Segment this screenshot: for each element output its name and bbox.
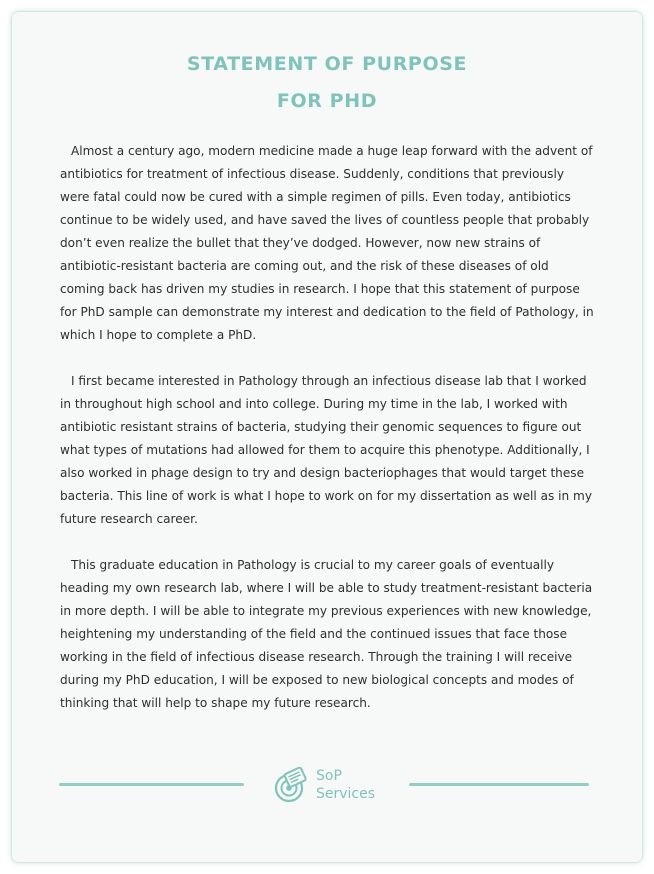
paragraph-1: Almost a century ago, modern medicine made a huge leap forward with the advent of antibiotics for treatment of infectious disease. Suddenly, conditions that previously were fatal could now be cured with a simple regimen of pills. Even today, antibiotics continue to be widely used, and have saved the lives of countless people that probably don’t even realize the bullet that they’ve dodged. However, now new strains of antibiotic-resistant bacteria are coming out, and the risk of these diseases of old coming back has driven my studies in research. I hope that this statement of purpose for PhD sample can demonstrate my interest and dedication to the field of Pathology, in which I hope to complete a PhD. <box>60 144 594 342</box>
footer-divider-right <box>409 783 589 786</box>
document-page <box>12 12 642 862</box>
sop-services-logo-icon <box>274 767 310 803</box>
sop-services-logo <box>274 765 384 807</box>
paragraph-3: This graduate education in Pathology is crucial to my career goals of eventually heading my own research lab, where I will be able to study treatment-resistant bacteria in more depth. I will be able to integrate my previous experiences with new knowledge, heightening my understanding of the field and the continued issues that face those working in the field of infectious disease research. Through the training I will receive during my PhD education, I will be exposed to new biological concepts and modes of thinking that will help to shape my future research. <box>60 558 593 710</box>
logo-text-line-2: Services <box>316 786 376 802</box>
document-title-line-2: FOR PHD <box>276 90 378 112</box>
footer-divider-left <box>59 783 244 786</box>
paragraph-2: I first became interested in Pathology through an infectious disease lab that I worked in throughout high school and into college. During my time in the lab, I worked with antibiotic resistant strains of bacteria, studying their genomic sequences to figure out what types of mutations had allowed for them to acquire this phenotype. Additionally, I also worked in phage design to try and design bacteriophages that would target these bacteria. This line of work is what I hope to work on for my dissertation as well as in my future research career. <box>60 374 592 526</box>
logo-text <box>316 767 375 803</box>
document-title-line-1: STATEMENT OF PURPOSE <box>186 53 468 75</box>
document-body <box>60 140 594 738</box>
logo-text-line-1: SoP <box>316 768 342 784</box>
